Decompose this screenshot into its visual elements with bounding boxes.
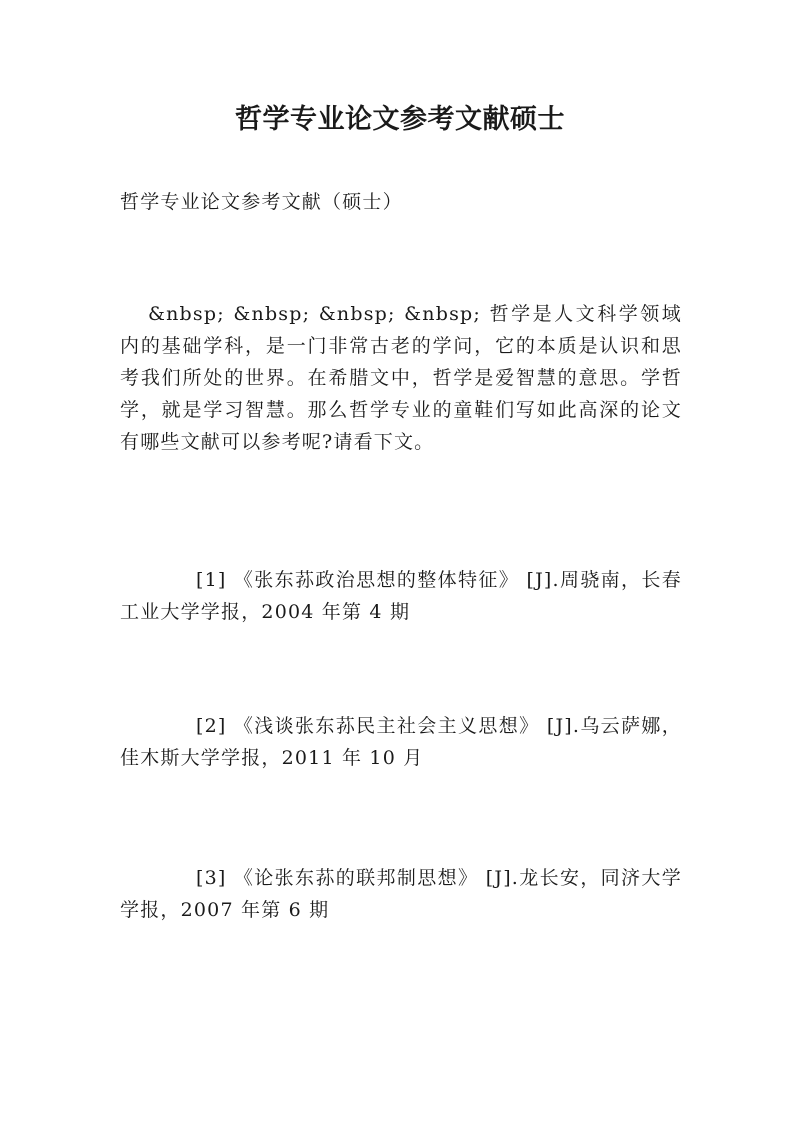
reference-item-2: [2] 《浅谈张东荪民主社会主义思想》 [J].乌云萨娜，佳木斯大学学报，2011 年 10 月: [120, 715, 682, 769]
document-title: 哲学专业论文参考文献硕士: [235, 104, 565, 135]
intro-paragraph: &nbsp; &nbsp; &nbsp; &nbsp; 哲学是人文科学领域内的基础学科，是一门非常古老的学问，它的本质是认识和思考我们所处的世界。在希腊文中，哲学是爱智慧的意思。学哲学，就是学习智慧。那么哲学专业的童鞋们写如此高深的论文有哪些文献可以参考呢?请看下文。: [120, 303, 682, 453]
reference-item-3: [3] 《论张东荪的联邦制思想》 [J].龙长安，同济大学学报，2007 年第 6 期: [120, 867, 682, 921]
document-subtitle: 哲学专业论文参考文献（硕士）: [120, 191, 403, 213]
reference-item-1: [1] 《张东荪政治思想的整体特征》 [J].周骁南，长春工业大学学报，2004 年第 4 期: [120, 569, 682, 623]
